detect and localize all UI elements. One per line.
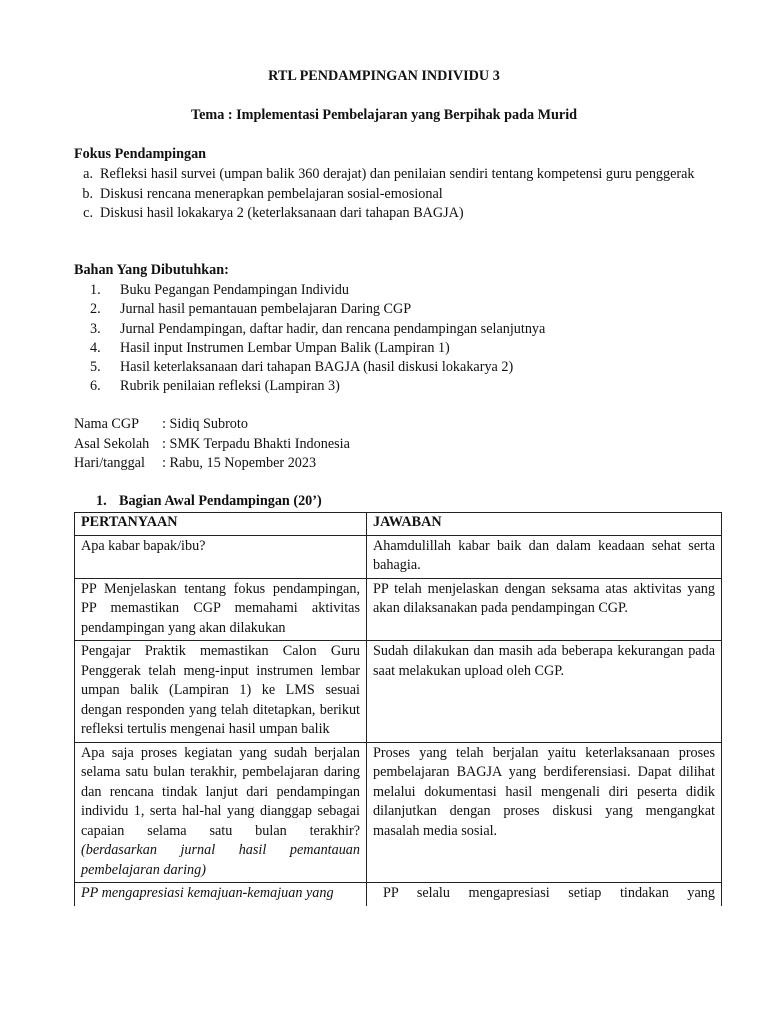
info-label: Hari/tanggal (74, 455, 145, 471)
column-header-question: PERTANYAAN (75, 513, 367, 536)
list-marker: 1. (90, 282, 101, 298)
list-text: Buku Pegangan Pendampingan Individu (120, 282, 349, 298)
answer-cell: PP telah menjelaskan dengan seksama atas aktivitas yang akan dilaksanakan pada pendampingan CGP. (367, 578, 722, 641)
materials-list (90, 281, 690, 397)
info-row-date (74, 454, 350, 474)
list-text: Rubrik penilaian refleksi (Lampiran 3) (120, 378, 340, 395)
list-text: Jurnal hasil pemantauan pembelajaran Daring CGP (120, 301, 412, 318)
list-item (90, 300, 690, 319)
list-marker: b. (82, 185, 93, 202)
question-cell (75, 742, 367, 883)
list-item (74, 204, 696, 224)
answer-cell: PP selalu mengapresiasi setiap tindakan yang (367, 883, 722, 906)
list-marker: 2. (90, 301, 101, 318)
table-row (75, 742, 722, 883)
table-row (75, 883, 722, 906)
table-header-row (75, 513, 722, 536)
info-label: Nama CGP (74, 416, 140, 432)
list-text: Refleksi hasil survei (umpan balik 360 derajat) dan penilaian sendiri tentang kompetensi guru penggerak (100, 166, 695, 182)
table-row (75, 535, 722, 578)
focus-heading: Fokus Pendampingan (74, 146, 207, 162)
list-item (90, 281, 690, 300)
document-title: RTL PENDAMPINGAN INDIVIDU 3 (268, 68, 500, 84)
list-marker: a. (83, 166, 93, 182)
question-note: (berdasarkan jurnal hasil pemantauan pembelajaran daring) (81, 842, 360, 878)
list-text: Diskusi rencana menerapkan pembelajaran sosial-emosional (100, 185, 443, 202)
question-cell: PP Menjelaskan tentang fokus pendampingan, PP memastikan CGP memahami aktivitas pendampingan yang akan dilakukan (75, 578, 367, 641)
list-item (90, 320, 690, 339)
list-item (90, 377, 690, 396)
list-item (90, 339, 690, 358)
list-marker: 6. (90, 378, 101, 395)
list-marker: 3. (90, 320, 101, 337)
info-row-school (74, 435, 350, 455)
section-title: Bagian Awal Pendampingan (20’) (119, 493, 322, 509)
list-text: Jurnal Pendampingan, daftar hadir, dan rencana pendampingan selanjutnya (120, 320, 546, 337)
answer-cell: Ahamdulillah kabar baik dan dalam keadaan sehat serta bahagia. (367, 535, 722, 578)
table-row (75, 578, 722, 641)
section-marker: 1. (96, 493, 107, 509)
list-item (74, 185, 696, 205)
info-value: : Rabu, 15 Nopember 2023 (162, 455, 317, 471)
answer-cell: Proses yang telah berjalan yaitu keterlaksanaan proses pembelajaran BAGJA yang berdiferensiasi. Dapat dilihat melalui dokumentasi hasil mengenali diri peserta didik dilanjutkan dengan proses diskusi yang mengangkat masalah media sosial. (367, 742, 722, 883)
participant-info (74, 415, 350, 474)
list-text: Hasil keterlaksanaan dari tahapan BAGJA (hasil diskusi lokakarya 2) (120, 359, 514, 376)
info-value: : SMK Terpadu Bhakti Indonesia (162, 435, 350, 452)
qa-table (74, 512, 722, 906)
focus-list (74, 165, 696, 224)
answer-cell: Sudah dilakukan dan masih ada beberapa kekurangan pada saat melakukan upload oleh CGP. (367, 641, 722, 743)
list-marker: c. (83, 205, 93, 221)
info-row-name (74, 415, 350, 435)
question-cell: Apa kabar bapak/ibu? (75, 535, 367, 578)
info-label: Asal Sekolah (74, 435, 150, 452)
column-header-answer: JAWABAN (367, 513, 722, 536)
question-cell: PP mengapresiasi kemajuan-kemajuan yang (75, 883, 367, 906)
question-cell: Pengajar Praktik memastikan Calon Guru Penggerak telah meng-input instrumen lembar umpan balik (Lampiran 1) ke LMS sesuai dengan responden yang telah ditetapkan, berikut refleksi tertulis mengenai hasil umpan balik (75, 641, 367, 743)
materials-heading: Bahan Yang Dibutuhkan: (74, 262, 229, 278)
info-value: : Sidiq Subroto (162, 416, 248, 432)
list-marker: 4. (90, 339, 101, 356)
document-theme: Tema : Implementasi Pembelajaran yang Berpihak pada Murid (190, 107, 578, 123)
section-heading (96, 493, 322, 510)
question-text: Apa saja proses kegiatan yang sudah berjalan selama satu bulan terakhir, pembelajaran daring dan rencana tindak lanjut dari pendampingan individu 1, serta hal-hal yang dianggap sebagai capaian selama satu bulan terakhir? (81, 744, 360, 839)
list-text: Diskusi hasil lokakarya 2 (keterlaksanaan dari tahapan BAGJA) (100, 205, 464, 221)
table-row (75, 641, 722, 743)
list-item (74, 165, 696, 185)
list-text: Hasil input Instrumen Lembar Umpan Balik (Lampiran 1) (120, 339, 450, 356)
list-marker: 5. (90, 359, 101, 376)
list-item (90, 358, 690, 377)
